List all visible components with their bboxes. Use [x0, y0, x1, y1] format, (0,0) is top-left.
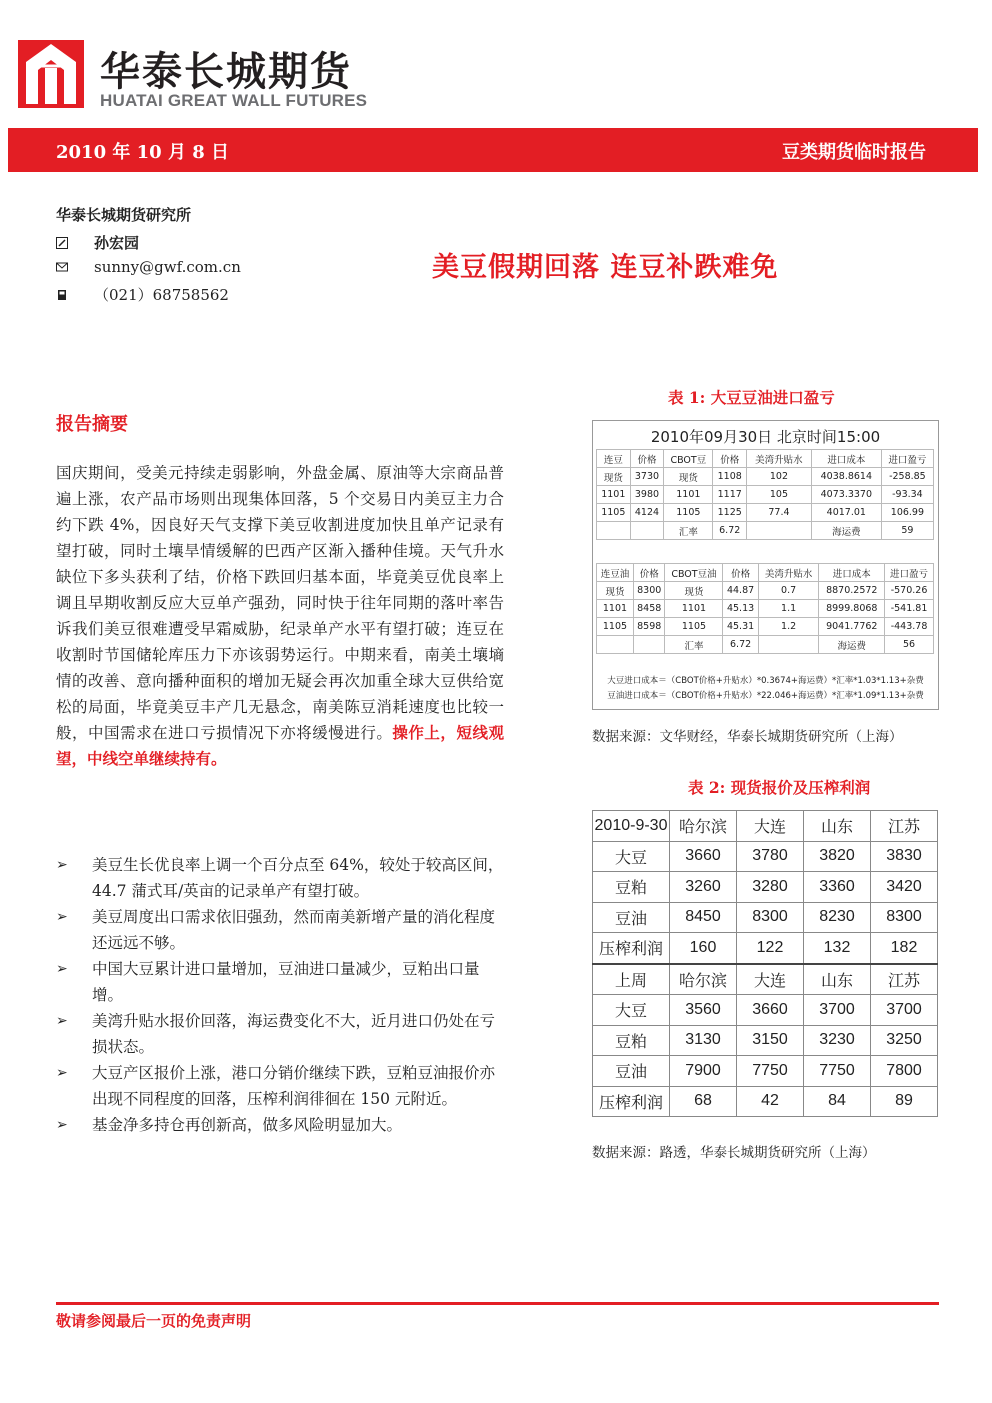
- table-cell: 2010-9-30: [593, 811, 670, 842]
- table-row: [597, 618, 934, 636]
- table-header-row: [597, 450, 934, 468]
- table-row: [597, 582, 934, 600]
- table-cell: 价格: [633, 564, 665, 582]
- table-row: [593, 1086, 938, 1117]
- email-row: [56, 258, 241, 276]
- table-cell: 3360: [804, 872, 871, 903]
- table-cell: 哈尔滨: [670, 964, 737, 995]
- table-cell: 3700: [871, 995, 938, 1026]
- table-cell: [630, 522, 664, 540]
- author-row: [56, 232, 139, 253]
- table-cell: 3560: [670, 995, 737, 1026]
- table-cell: [633, 636, 665, 654]
- table-cell: 汇率: [665, 636, 723, 654]
- table-cell: 1125: [713, 504, 747, 522]
- table-cell: 3700: [804, 995, 871, 1026]
- table1-footnote2: 豆油进口成本＝（CBOT价格+升贴水）*22.046+海运费）*汇率*1.09*1.13+杂费: [607, 691, 924, 701]
- table1-caption: 表 1: 大豆豆油进口盈亏: [668, 388, 835, 407]
- table1-footnote1: 大豆进口成本＝（CBOT价格+升贴水）*0.3674+海运费）*汇率*1.03*1.13+杂费: [607, 676, 924, 686]
- table1-title: 2010年09月30日 北京时间15:00: [650, 428, 881, 446]
- table-cell: 4017.01: [811, 504, 881, 522]
- table-row: [597, 636, 934, 654]
- table-cell: 1101: [597, 600, 634, 618]
- table-cell: 182: [871, 933, 938, 964]
- table-cell: 7750: [804, 1056, 871, 1087]
- table-cell: 大豆: [593, 841, 670, 872]
- table-cell: 汇率: [664, 522, 713, 540]
- table-cell: 1105: [664, 504, 713, 522]
- report-type: 豆类期货临时报告: [782, 142, 926, 163]
- table-header-row: [597, 564, 934, 582]
- table-cell: CBOT豆: [664, 450, 713, 468]
- table-cell: 59: [881, 522, 933, 540]
- list-item: ➢ 美豆周度出口需求依旧强劲，然而南美新增产量的消化程度还远远不够。: [56, 904, 506, 956]
- table-cell: 现货: [597, 468, 631, 486]
- disclaimer-note: 敬请参阅最后一页的免责声明: [56, 1312, 252, 1330]
- table-cell: 6.72: [723, 636, 758, 654]
- table-cell: 3820: [804, 841, 871, 872]
- table-row: [597, 468, 934, 486]
- table-cell: 1105: [597, 504, 631, 522]
- table-cell: 大连: [737, 811, 804, 842]
- table-cell: 3660: [737, 995, 804, 1026]
- table-cell: 1105: [597, 618, 634, 636]
- phone-row: [56, 284, 229, 305]
- table-cell: 105: [747, 486, 812, 504]
- table-cell: 现货: [597, 582, 634, 600]
- table1-oil: [596, 563, 934, 654]
- table-cell: 132: [804, 933, 871, 964]
- table1-image: [592, 420, 939, 710]
- table-row: [597, 504, 934, 522]
- table-row: [597, 522, 934, 540]
- mail-icon: [56, 261, 68, 273]
- table-row: [593, 995, 938, 1026]
- table-cell: 山东: [804, 964, 871, 995]
- table-row: [597, 600, 934, 618]
- table-cell: 上周: [593, 964, 670, 995]
- table-cell: 1101: [597, 486, 631, 504]
- table-cell: 3280: [737, 872, 804, 903]
- table-cell: 现货: [664, 468, 713, 486]
- table-cell: 3260: [670, 872, 737, 903]
- table-cell: [758, 636, 819, 654]
- table-cell: 豆油: [593, 902, 670, 933]
- table-header-row: [593, 811, 938, 842]
- summary-highlight: 操作上，短线观望，中线空单继续持有。: [56, 723, 504, 768]
- table-cell: 价格: [713, 450, 747, 468]
- table-cell: 1101: [665, 600, 723, 618]
- phone-icon: [56, 289, 68, 301]
- table-cell: 45.31: [723, 618, 758, 636]
- table-cell: 44.87: [723, 582, 758, 600]
- list-item: ➢ 中国大豆累计进口量增加，豆油进口量减少，豆粕出口量增。: [56, 956, 506, 1008]
- table-cell: 3730: [630, 468, 664, 486]
- table-cell: -93.34: [881, 486, 933, 504]
- footer-divider: [56, 1302, 939, 1305]
- table-cell: 7750: [737, 1056, 804, 1087]
- table-cell: 3980: [630, 486, 664, 504]
- table-cell: -541.81: [885, 600, 934, 618]
- table-cell: 大豆: [593, 995, 670, 1026]
- table-cell: 1105: [665, 618, 723, 636]
- table-cell: 160: [670, 933, 737, 964]
- table-cell: 3150: [737, 1025, 804, 1056]
- table-cell: 8450: [670, 902, 737, 933]
- table-cell: 进口盈亏: [881, 450, 933, 468]
- header-bar-notch: [978, 128, 988, 172]
- table-cell: 连豆油: [597, 564, 634, 582]
- table-cell: 3420: [871, 872, 938, 903]
- table-cell: 连豆: [597, 450, 631, 468]
- table-cell: 8300: [633, 582, 665, 600]
- table-cell: 江苏: [871, 964, 938, 995]
- table-cell: 海运费: [811, 522, 881, 540]
- summary-text: 国庆期间，受美元持续走弱影响，外盘金属、原油等大宗商品普遍上涨，农产品市场则出现集体回落，5 个交易日内美豆主力合约下跌 4%，因良好天气支撑下美豆收割进度加快且单产记录有望打破，同时土壤旱情缓解的巴西产区渐入播种佳境。天气升水缺位下多头获利了结，价格下跌回归基本面，毕竟美豆优良率上调且早期收割反应大豆单产强劲，同时快于往年同期的落叶率告诉我们美豆很难遭受早霜威胁，纪录单产水平有望打破；连豆在收割时节国储轮库压力下亦该弱势运行。中期来看，南美土壤墒情的改善、意向播种面积的增加无疑会再次加重全球大豆供给宽松的局面，毕竟美豆丰产几无悬念，南美陈豆消耗速度也比较一般，中国需求在进口亏损情况下亦将缓慢进行。: [56, 464, 504, 742]
- table-cell: 8999.8068: [819, 600, 885, 618]
- table-cell: 8458: [633, 600, 665, 618]
- table-cell: 8870.2572: [819, 582, 885, 600]
- table-cell: 84: [804, 1086, 871, 1117]
- table-cell: 进口成本: [819, 564, 885, 582]
- list-item: ➢ 美豆生长优良率上调一个百分点至 64%，较处于较高区间，44.7 蒲式耳/英亩的记录单产有望打破。: [56, 852, 506, 904]
- table-cell: 8300: [871, 902, 938, 933]
- company-logo: [18, 40, 84, 108]
- table-row: [593, 1056, 938, 1087]
- table-cell: 美湾升贴水: [747, 450, 812, 468]
- table-cell: [597, 522, 631, 540]
- table2-source: 数据来源：路透，华泰长城期货研究所（上海）: [592, 1145, 876, 1161]
- table1-source: 数据来源：文华财经，华泰长城期货研究所（上海）: [592, 729, 903, 745]
- table-cell: 美湾升贴水: [758, 564, 819, 582]
- table-cell: 4124: [630, 504, 664, 522]
- table-row: [597, 486, 934, 504]
- table-cell: 8300: [737, 902, 804, 933]
- table-cell: 3830: [871, 841, 938, 872]
- table-cell: 7900: [670, 1056, 737, 1087]
- table-cell: 价格: [723, 564, 758, 582]
- table-cell: 6.72: [713, 522, 747, 540]
- table-cell: 45.13: [723, 600, 758, 618]
- table-cell: 8230: [804, 902, 871, 933]
- list-item: ➢ 基金净多持仓再创新高，做多风险明显加大。: [56, 1112, 506, 1138]
- table-cell: 3660: [670, 841, 737, 872]
- table-cell: 4073.3370: [811, 486, 881, 504]
- table-cell: 豆粕: [593, 1025, 670, 1056]
- table-cell: 102: [747, 468, 812, 486]
- table-cell: 豆粕: [593, 872, 670, 903]
- table-row: [593, 841, 938, 872]
- table-cell: 0.7: [758, 582, 819, 600]
- arrow-bullet-icon: ➢: [56, 1013, 68, 1029]
- brand-name-en: HUATAI GREAT WALL FUTURES: [100, 91, 368, 110]
- table-cell: 1117: [713, 486, 747, 504]
- table-cell: 哈尔滨: [670, 811, 737, 842]
- table-cell: 江苏: [871, 811, 938, 842]
- author-phone: （021）68758562: [94, 286, 229, 304]
- table-cell: 海运费: [819, 636, 885, 654]
- table-row: [593, 1025, 938, 1056]
- table-cell: 42: [737, 1086, 804, 1117]
- list-item: ➢ 大豆产区报价上涨，港口分销价继续下跌，豆粕豆油报价亦出现不同程度的回落，压榨利润徘徊在 150 元附近。: [56, 1060, 506, 1112]
- table-cell: 89: [871, 1086, 938, 1117]
- brand-name-cn: 华泰长城期货: [100, 49, 352, 95]
- table-cell: 豆油: [593, 1056, 670, 1087]
- table-cell: 压榨利润: [593, 933, 670, 964]
- table1-soy: [596, 449, 934, 540]
- table2: [592, 810, 938, 1117]
- report-headline: 美豆假期回落 连豆补跌难免: [432, 252, 779, 283]
- table-row: [593, 872, 938, 903]
- table-header-row: [593, 964, 938, 995]
- table-cell: 56: [885, 636, 934, 654]
- table-cell: 122: [737, 933, 804, 964]
- institute-name: 华泰长城期货研究所: [56, 206, 192, 224]
- table-row: [593, 933, 938, 964]
- table-cell: 进口成本: [811, 450, 881, 468]
- arrow-bullet-icon: ➢: [56, 1117, 68, 1133]
- table-cell: 大连: [737, 964, 804, 995]
- table-cell: [597, 636, 634, 654]
- table-cell: 3780: [737, 841, 804, 872]
- table-cell: 3250: [871, 1025, 938, 1056]
- pen-icon: [56, 237, 68, 249]
- arrow-bullet-icon: ➢: [56, 961, 68, 977]
- header-bar: [8, 128, 988, 172]
- arrow-bullet-icon: ➢: [56, 857, 68, 873]
- table-cell: 8598: [633, 618, 665, 636]
- table-cell: 77.4: [747, 504, 812, 522]
- summary-title: 报告摘要: [56, 414, 128, 435]
- table-cell: -570.26: [885, 582, 934, 600]
- table-cell: 68: [670, 1086, 737, 1117]
- key-points-list: [56, 852, 506, 1138]
- report-date: 2010 年 10 月 8 日: [56, 142, 230, 163]
- table-cell: [747, 522, 812, 540]
- author-email[interactable]: sunny@gwf.com.cn: [94, 258, 241, 276]
- table-cell: 山东: [804, 811, 871, 842]
- table-cell: 进口盈亏: [885, 564, 934, 582]
- table-cell: 价格: [630, 450, 664, 468]
- author-name: 孙宏园: [94, 234, 140, 252]
- table-cell: 3230: [804, 1025, 871, 1056]
- table-cell: 1.1: [758, 600, 819, 618]
- table-cell: 1108: [713, 468, 747, 486]
- table-row: [593, 902, 938, 933]
- table-cell: -443.78: [885, 618, 934, 636]
- summary-body: [56, 460, 504, 772]
- list-item: ➢ 美湾升贴水报价回落，海运费变化不大，近月进口仍处在亏损状态。: [56, 1008, 506, 1060]
- table-cell: 1.2: [758, 618, 819, 636]
- table-cell: 106.99: [881, 504, 933, 522]
- table-cell: 现货: [665, 582, 723, 600]
- arrow-bullet-icon: ➢: [56, 1065, 68, 1081]
- table-cell: 4038.8614: [811, 468, 881, 486]
- table-cell: 7800: [871, 1056, 938, 1087]
- table2-caption: 表 2: 现货报价及压榨利润: [688, 778, 871, 797]
- arrow-bullet-icon: ➢: [56, 909, 68, 925]
- table-cell: 3130: [670, 1025, 737, 1056]
- table-cell: -258.85: [881, 468, 933, 486]
- table-cell: 1101: [664, 486, 713, 504]
- table-cell: 压榨利润: [593, 1086, 670, 1117]
- table-cell: CBOT豆油: [665, 564, 723, 582]
- table-cell: 9041.7762: [819, 618, 885, 636]
